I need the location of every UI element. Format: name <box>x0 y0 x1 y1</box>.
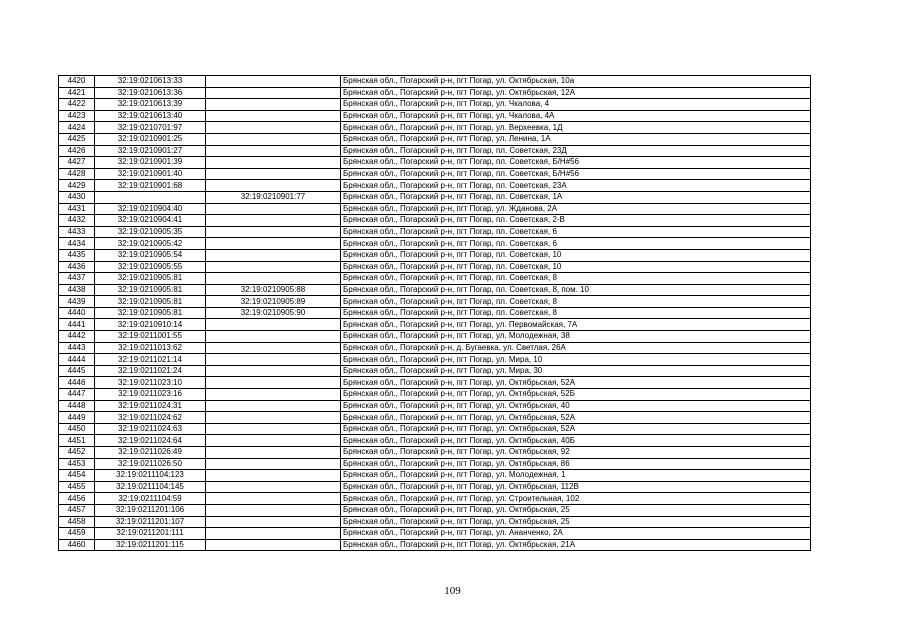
table-row <box>59 284 811 296</box>
linked-cadastral-number-cell: 32:19:0210901:77 <box>206 191 341 203</box>
row-number-cell: 4423 <box>59 110 95 122</box>
linked-cadastral-number-cell <box>206 145 341 157</box>
linked-cadastral-number-cell <box>206 516 341 528</box>
table-row <box>59 447 811 459</box>
table-row <box>59 528 811 540</box>
table-row <box>59 400 811 412</box>
row-number-cell: 4449 <box>59 412 95 424</box>
address-cell: Брянская обл., Погарский р-н, пгт Погар, пл. Советская, 23Д <box>341 145 811 157</box>
address-cell: Брянская обл., Погарский р-н, д. Бугаевка, ул. Светлая, 26А <box>341 342 811 354</box>
table-row <box>59 516 811 528</box>
property-register-table <box>58 75 811 551</box>
cadastral-number-cell: 32:19:0210901:40 <box>95 168 206 180</box>
cadastral-number-cell: 32:19:0211023:16 <box>95 389 206 401</box>
address-cell: Брянская обл., Погарский р-н, пгт Погар, пл. Советская, 10 <box>341 261 811 273</box>
row-number-cell: 4459 <box>59 528 95 540</box>
address-cell: Брянская обл., Погарский р-н, пгт Погар, ул. Октябрьская, 52Б <box>341 389 811 401</box>
linked-cadastral-number-cell: 32:19:0210905:88 <box>206 284 341 296</box>
cadastral-number-cell: 32:19:0211104:145 <box>95 481 206 493</box>
row-number-cell: 4453 <box>59 458 95 470</box>
table-row <box>59 180 811 192</box>
row-number-cell: 4444 <box>59 354 95 366</box>
cadastral-number-cell: 32:19:0210905:81 <box>95 284 206 296</box>
table-row <box>59 342 811 354</box>
address-cell: Брянская обл., Погарский р-н, пгт Погар, пл. Советская, Б/Н#56 <box>341 168 811 180</box>
cadastral-number-cell: 32:19:0211023:10 <box>95 377 206 389</box>
table-row <box>59 145 811 157</box>
row-number-cell: 4442 <box>59 331 95 343</box>
address-cell: Брянская обл., Погарский р-н, пгт Погар, ул. Верхеевка, 1Д <box>341 122 811 134</box>
row-number-cell: 4430 <box>59 191 95 203</box>
linked-cadastral-number-cell <box>206 273 341 285</box>
linked-cadastral-number-cell <box>206 458 341 470</box>
linked-cadastral-number-cell <box>206 238 341 250</box>
cadastral-number-cell: 32:19:0210701:97 <box>95 122 206 134</box>
table-row <box>59 203 811 215</box>
row-number-cell: 4421 <box>59 87 95 99</box>
address-cell: Брянская обл., Погарский р-н, пгт Погар, ул. Октябрьская, 52А <box>341 412 811 424</box>
row-number-cell: 4440 <box>59 307 95 319</box>
cadastral-number-cell: 32:19:0211201:111 <box>95 528 206 540</box>
address-cell: Брянская обл., Погарский р-н, пгт Погар, ул. Октябрьская, 52А <box>341 423 811 435</box>
cadastral-number-cell: 32:19:0210905:35 <box>95 226 206 238</box>
cadastral-number-cell: 32:19:0211104:123 <box>95 470 206 482</box>
cadastral-number-cell: 32:19:0211026:49 <box>95 447 206 459</box>
cadastral-number-cell: 32:19:0210905:81 <box>95 307 206 319</box>
row-number-cell: 4427 <box>59 157 95 169</box>
row-number-cell: 4455 <box>59 481 95 493</box>
cadastral-number-cell: 32:19:0211013:62 <box>95 342 206 354</box>
row-number-cell: 4432 <box>59 215 95 227</box>
cadastral-number-cell: 32:19:0210613:39 <box>95 99 206 111</box>
linked-cadastral-number-cell <box>206 76 341 88</box>
linked-cadastral-number-cell <box>206 470 341 482</box>
address-cell: Брянская обл., Погарский р-н, пгт Погар, пл. Советская, 23А <box>341 180 811 192</box>
table-row <box>59 76 811 88</box>
linked-cadastral-number-cell <box>206 249 341 261</box>
cadastral-number-cell: 32:19:0210901:25 <box>95 133 206 145</box>
row-number-cell: 4447 <box>59 389 95 401</box>
linked-cadastral-number-cell <box>206 493 341 505</box>
cadastral-number-cell: 32:19:0211021:14 <box>95 354 206 366</box>
address-cell: Брянская обл., Погарский р-н, пгт Погар, пл. Советская, 10 <box>341 249 811 261</box>
address-cell: Брянская обл., Погарский р-н, пгт Погар, ул. Чкалова, 4 <box>341 99 811 111</box>
table-row <box>59 226 811 238</box>
cadastral-number-cell: 32:19:0211104:59 <box>95 493 206 505</box>
cadastral-number-cell: 32:19:0211001:55 <box>95 331 206 343</box>
table-row <box>59 307 811 319</box>
table-row <box>59 481 811 493</box>
table-row <box>59 261 811 273</box>
table-row <box>59 539 811 551</box>
linked-cadastral-number-cell <box>206 180 341 192</box>
linked-cadastral-number-cell <box>206 539 341 551</box>
table-row <box>59 87 811 99</box>
address-cell: Брянская обл., Погарский р-н, пгт Погар, ул. Октябрьская, 52А <box>341 377 811 389</box>
row-number-cell: 4451 <box>59 435 95 447</box>
row-number-cell: 4422 <box>59 99 95 111</box>
address-cell: Брянская обл., Погарский р-н, пгт Погар, ул. Октябрьская, 40Б <box>341 435 811 447</box>
table-row <box>59 133 811 145</box>
address-cell: Брянская обл., Погарский р-н, пгт Погар, ул. Ленина, 1А <box>341 133 811 145</box>
address-cell: Брянская обл., Погарский р-н, пгт Погар, пл. Советская, 8 <box>341 307 811 319</box>
row-number-cell: 4425 <box>59 133 95 145</box>
address-cell: Брянская обл., Погарский р-н, пгт Погар, ул. Мира, 10 <box>341 354 811 366</box>
row-number-cell: 4439 <box>59 296 95 308</box>
row-number-cell: 4443 <box>59 342 95 354</box>
cadastral-number-cell: 32:19:0211201:115 <box>95 539 206 551</box>
address-cell: Брянская обл., Погарский р-н, пгт Погар, ул. Октябрьская, 25 <box>341 516 811 528</box>
table-row <box>59 504 811 516</box>
address-cell: Брянская обл., Погарский р-н, пгт Погар, пл. Советская, 8, пом. 10 <box>341 284 811 296</box>
address-cell: Брянская обл., Погарский р-н, пгт Погар, ул. Чкалова, 4А <box>341 110 811 122</box>
cadastral-number-cell: 32:19:0211024:64 <box>95 435 206 447</box>
address-cell: Брянская обл., Погарский р-н, пгт Погар, ул. Октябрьская, 10а <box>341 76 811 88</box>
address-cell: Брянская обл., Погарский р-н, пгт Погар, ул. Октябрьская, 112В <box>341 481 811 493</box>
table-row <box>59 354 811 366</box>
table-row <box>59 389 811 401</box>
row-number-cell: 4435 <box>59 249 95 261</box>
linked-cadastral-number-cell <box>206 203 341 215</box>
table-row <box>59 365 811 377</box>
linked-cadastral-number-cell <box>206 377 341 389</box>
linked-cadastral-number-cell <box>206 528 341 540</box>
address-cell: Брянская обл., Погарский р-н, пгт Погар, пл. Советская, 6 <box>341 238 811 250</box>
cadastral-number-cell: 32:19:0210905:81 <box>95 296 206 308</box>
table-row <box>59 110 811 122</box>
cadastral-number-cell: 32:19:0211024:63 <box>95 423 206 435</box>
cadastral-number-cell: 32:19:0210901:27 <box>95 145 206 157</box>
address-cell: Брянская обл., Погарский р-н, пгт Погар, пл. Советская, Б/Н#56 <box>341 157 811 169</box>
cadastral-number-cell: 32:19:0211021:24 <box>95 365 206 377</box>
table-row <box>59 331 811 343</box>
linked-cadastral-number-cell <box>206 365 341 377</box>
row-number-cell: 4456 <box>59 493 95 505</box>
row-number-cell: 4431 <box>59 203 95 215</box>
cadastral-number-cell <box>95 191 206 203</box>
row-number-cell: 4452 <box>59 447 95 459</box>
linked-cadastral-number-cell <box>206 435 341 447</box>
address-cell: Брянская обл., Погарский р-н, пгт Погар, ул. Октябрьская, 92 <box>341 447 811 459</box>
address-cell: Брянская обл., Погарский р-н, пгт Погар, ул. Октябрьская, 21А <box>341 539 811 551</box>
row-number-cell: 4460 <box>59 539 95 551</box>
address-cell: Брянская обл., Погарский р-н, пгт Погар, пл. Советская, 2-В <box>341 215 811 227</box>
linked-cadastral-number-cell <box>206 447 341 459</box>
cadastral-number-cell: 32:19:0211201:107 <box>95 516 206 528</box>
table-row <box>59 435 811 447</box>
table-row <box>59 319 811 331</box>
cadastral-number-cell: 32:19:0210905:54 <box>95 249 206 261</box>
cadastral-number-cell: 32:19:0211201:106 <box>95 504 206 516</box>
address-cell: Брянская обл., Погарский р-н, пгт Погар, ул. Октябрьская, 12А <box>341 87 811 99</box>
address-cell: Брянская обл., Погарский р-н, пгт Погар, ул. Ананченко, 2А <box>341 528 811 540</box>
address-cell: Брянская обл., Погарский р-н, пгт Погар, ул. Первомайская, 7А <box>341 319 811 331</box>
linked-cadastral-number-cell <box>206 168 341 180</box>
row-number-cell: 4454 <box>59 470 95 482</box>
cadastral-number-cell: 32:19:0210901:39 <box>95 157 206 169</box>
table-row <box>59 412 811 424</box>
table-row <box>59 168 811 180</box>
cadastral-number-cell: 32:19:0210613:33 <box>95 76 206 88</box>
linked-cadastral-number-cell <box>206 261 341 273</box>
table-row <box>59 238 811 250</box>
table-body <box>59 76 811 551</box>
table-row <box>59 377 811 389</box>
address-cell: Брянская обл., Погарский р-н, пгт Погар, пл. Советская, 1А <box>341 191 811 203</box>
address-cell: Брянская обл., Погарский р-н, пгт Погар, пл. Советская, 8 <box>341 296 811 308</box>
table-row <box>59 470 811 482</box>
row-number-cell: 4434 <box>59 238 95 250</box>
table-row <box>59 493 811 505</box>
address-cell: Брянская обл., Погарский р-н, пгт Погар, ул. Октябрьская, 86 <box>341 458 811 470</box>
linked-cadastral-number-cell <box>206 389 341 401</box>
cadastral-number-cell: 32:19:0210905:81 <box>95 273 206 285</box>
row-number-cell: 4426 <box>59 145 95 157</box>
row-number-cell: 4429 <box>59 180 95 192</box>
linked-cadastral-number-cell <box>206 412 341 424</box>
linked-cadastral-number-cell: 32:19:0210905:89 <box>206 296 341 308</box>
row-number-cell: 4445 <box>59 365 95 377</box>
table-row <box>59 296 811 308</box>
table-row <box>59 122 811 134</box>
table-row <box>59 157 811 169</box>
table-row <box>59 423 811 435</box>
cadastral-number-cell: 32:19:0210613:40 <box>95 110 206 122</box>
table-row <box>59 99 811 111</box>
page-number: 109 <box>444 585 461 597</box>
row-number-cell: 4446 <box>59 377 95 389</box>
address-cell: Брянская обл., Погарский р-н, пгт Погар, ул. Октябрьская, 40 <box>341 400 811 412</box>
address-cell: Брянская обл., Погарский р-н, пгт Погар, пл. Советская, 6 <box>341 226 811 238</box>
table-row <box>59 273 811 285</box>
address-cell: Брянская обл., Погарский р-н, пгт Погар, ул. Строительная, 102 <box>341 493 811 505</box>
cadastral-number-cell: 32:19:0211024:62 <box>95 412 206 424</box>
address-cell: Брянская обл., Погарский р-н, пгт Погар, ул. Мира, 30 <box>341 365 811 377</box>
address-cell: Брянская обл., Погарский р-н, пгт Погар, пл. Советская, 8 <box>341 273 811 285</box>
linked-cadastral-number-cell <box>206 215 341 227</box>
address-cell: Брянская обл., Погарский р-н, пгт Погар, ул. Октябрьская, 25 <box>341 504 811 516</box>
row-number-cell: 4450 <box>59 423 95 435</box>
linked-cadastral-number-cell <box>206 423 341 435</box>
table-row <box>59 249 811 261</box>
linked-cadastral-number-cell <box>206 226 341 238</box>
cadastral-number-cell: 32:19:0210905:55 <box>95 261 206 273</box>
row-number-cell: 4437 <box>59 273 95 285</box>
linked-cadastral-number-cell <box>206 87 341 99</box>
row-number-cell: 4433 <box>59 226 95 238</box>
linked-cadastral-number-cell <box>206 133 341 145</box>
linked-cadastral-number-cell <box>206 504 341 516</box>
address-cell: Брянская обл., Погарский р-н, пгт Погар, ул. Жданова, 2А <box>341 203 811 215</box>
cadastral-number-cell: 32:19:0210910:14 <box>95 319 206 331</box>
cadastral-number-cell: 32:19:0210613:36 <box>95 87 206 99</box>
cadastral-number-cell: 32:19:0211024:31 <box>95 400 206 412</box>
linked-cadastral-number-cell <box>206 122 341 134</box>
linked-cadastral-number-cell <box>206 481 341 493</box>
row-number-cell: 4457 <box>59 504 95 516</box>
row-number-cell: 4448 <box>59 400 95 412</box>
cadastral-number-cell: 32:19:0210901:68 <box>95 180 206 192</box>
linked-cadastral-number-cell <box>206 342 341 354</box>
row-number-cell: 4424 <box>59 122 95 134</box>
linked-cadastral-number-cell <box>206 400 341 412</box>
table-row <box>59 215 811 227</box>
linked-cadastral-number-cell <box>206 319 341 331</box>
linked-cadastral-number-cell <box>206 110 341 122</box>
table-row <box>59 458 811 470</box>
row-number-cell: 4428 <box>59 168 95 180</box>
address-cell: Брянская обл., Погарский р-н, пгт Погар, ул. Молодежная, 38 <box>341 331 811 343</box>
row-number-cell: 4441 <box>59 319 95 331</box>
row-number-cell: 4458 <box>59 516 95 528</box>
linked-cadastral-number-cell <box>206 331 341 343</box>
cadastral-number-cell: 32:19:0210904:41 <box>95 215 206 227</box>
linked-cadastral-number-cell <box>206 354 341 366</box>
cadastral-number-cell: 32:19:0210905:42 <box>95 238 206 250</box>
row-number-cell: 4438 <box>59 284 95 296</box>
linked-cadastral-number-cell <box>206 99 341 111</box>
cadastral-number-cell: 32:19:0210904:40 <box>95 203 206 215</box>
linked-cadastral-number-cell: 32:19:0210905:90 <box>206 307 341 319</box>
linked-cadastral-number-cell <box>206 157 341 169</box>
row-number-cell: 4436 <box>59 261 95 273</box>
address-cell: Брянская обл., Погарский р-н, пгт Погар, ул. Молодежная, 1 <box>341 470 811 482</box>
table-row <box>59 191 811 203</box>
cadastral-number-cell: 32:19:0211026:50 <box>95 458 206 470</box>
row-number-cell: 4420 <box>59 76 95 88</box>
